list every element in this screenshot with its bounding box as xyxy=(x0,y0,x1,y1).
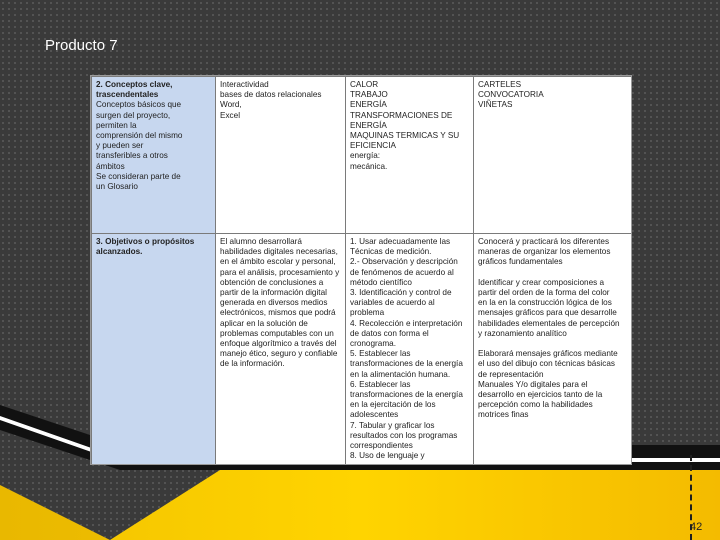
row2-col2-line: partir de la información digital xyxy=(220,288,327,298)
row2-col2-line: El alumno desarrollará xyxy=(220,237,302,246)
row1-body-line: y pueden ser xyxy=(96,141,144,151)
row2-col4-line: gráficos fundamentales xyxy=(478,257,563,267)
row1-concepts-cell xyxy=(92,77,216,234)
row2-col4-line: desarrollo en ejercicios tanto de la xyxy=(478,390,603,400)
row2-col2-line: habilidades digitales necesarias, xyxy=(220,247,338,257)
row1-body-line: Conceptos básicos que xyxy=(96,100,182,110)
row2-col2-line: en el ámbito escolar y personal, xyxy=(220,257,336,267)
row1-col3-line: energía: xyxy=(350,151,381,161)
row2-col3-line: 2.- Observación y descripción xyxy=(350,257,458,267)
row2-col3-line: 6. Establecer las xyxy=(350,379,411,389)
row1-col4-line: CARTELES xyxy=(478,80,522,89)
row2-col4-line: partir del orden de la forma del color xyxy=(478,288,610,298)
row2-col3-line: transformaciones de la energía xyxy=(350,359,463,369)
row2-col3-line: de datos con forma el xyxy=(350,328,429,338)
row2-col3-line: cronograma. xyxy=(350,339,396,349)
row2-col3-line: método científico xyxy=(350,277,412,287)
row2-col2-line: obtención de conclusiones a xyxy=(220,277,324,287)
row2-col4-line xyxy=(478,268,627,278)
row1-col2-line: Interactividad xyxy=(220,80,269,89)
row2-col2-line: enfoque algorítmico a través del xyxy=(220,339,337,349)
row2-heading-line: 3. Objetivos o propósitos xyxy=(96,237,195,246)
row1-col3-line: ENERGÍA xyxy=(350,120,387,130)
row2-col3-line: de fenómenos de acuerdo al xyxy=(350,267,454,277)
row2-col3-line: 3. Identificación y control de xyxy=(350,288,452,298)
row1-col3-cell xyxy=(346,77,474,234)
row2-col4-cell xyxy=(474,234,632,465)
row2-col4-line xyxy=(478,339,627,349)
row1-body-line: comprensión del mismo xyxy=(96,131,183,141)
row2-col2-line: generada en diversos medios xyxy=(220,298,328,308)
row2-col2-line: electrónicos, mismos que podrá xyxy=(220,308,336,318)
row2-col3-line: 8. Uso de lenguaje y xyxy=(350,451,425,461)
row2-col3-line: adolescentes xyxy=(350,410,399,420)
row1-col3-line: TRABAJO xyxy=(350,90,388,100)
row1-col4-line: CONVOCATORIA xyxy=(478,90,544,100)
row1-col3-line: MAQUINAS TERMICAS Y SU xyxy=(350,131,460,141)
row2-col4-line: motrices finas xyxy=(478,410,529,420)
row1-col3-line: TRANSFORMACIONES DE xyxy=(350,110,453,120)
row1-col4-cell xyxy=(474,77,632,234)
row2-col3-line: resultados con los programas xyxy=(350,430,458,440)
table-row xyxy=(92,234,632,465)
row2-col4-line: de representación xyxy=(478,369,544,379)
row1-col4-line: VIÑETAS xyxy=(478,100,513,110)
row2-col3-line: Técnicas de medición. xyxy=(350,247,432,257)
row2-col2-line: problemas computables con un xyxy=(220,328,334,338)
row2-col3-line: transformaciones de la energía xyxy=(350,390,463,400)
row1-col2-line: Excel xyxy=(220,110,241,120)
row2-col3-line: correspondientes xyxy=(350,441,413,451)
row2-col4-line: Manuales Y/o digitales para el xyxy=(478,379,588,389)
curriculum-table xyxy=(91,76,632,465)
page-number: 42 xyxy=(690,521,703,533)
row2-objectives-cell xyxy=(92,234,216,465)
table-row xyxy=(92,77,632,234)
row2-col2-line: manejo ético, seguro y confiable xyxy=(220,349,338,359)
row1-heading-line: trascendentales xyxy=(96,90,159,100)
row1-col3-line: ENERGÍA xyxy=(350,100,387,110)
row1-col2-line: bases de datos relacionales xyxy=(220,90,322,100)
row2-heading-line: alcanzados. xyxy=(96,247,143,257)
row2-col2-cell xyxy=(216,234,346,465)
row1-body-line: surgen del proyecto, xyxy=(96,110,171,120)
row2-col3-line: 1. Usar adecuadamente las xyxy=(350,237,451,246)
row1-col3-line: EFICIENCIA xyxy=(350,141,396,151)
row2-col3-line: 4. Recolección e interpretación xyxy=(350,318,463,328)
row2-col2-line: para el análisis, procesamiento y xyxy=(220,267,340,277)
slide-title: Producto 7 xyxy=(45,37,118,54)
row1-col2-line: Word, xyxy=(220,100,242,110)
row2-col2-line: aplicar en la solución de xyxy=(220,318,308,328)
row2-col3-line: variables de acuerdo al xyxy=(350,298,435,308)
row1-body-line: Se consideran parte de xyxy=(96,171,181,181)
row2-col4-line: Identificar y crear composiciones a xyxy=(478,277,605,287)
row1-col3-line: CALOR xyxy=(350,80,379,89)
row2-col4-line: el uso del dibujo con técnicas básicas xyxy=(478,359,615,369)
row2-col3-line: problema xyxy=(350,308,385,318)
row2-col4-line: Elaborará mensajes gráficos mediante xyxy=(478,349,618,359)
row2-col4-line: percepción como la habilidades xyxy=(478,400,593,410)
row2-col2-line: de la información. xyxy=(220,359,285,369)
curriculum-table-image xyxy=(90,75,632,465)
row1-col3-line: mecánica. xyxy=(350,161,388,171)
row1-body-line: permiten la xyxy=(96,120,137,130)
row2-col4-line: maneras de organizar los elementos xyxy=(478,247,611,257)
row1-body-line: transferibles a otros xyxy=(96,151,168,161)
row2-col4-line: en la en la construcción lógica de los xyxy=(478,298,612,308)
row2-col3-line: en la ejercitación de los xyxy=(350,400,436,410)
row1-body-line: un Glosario xyxy=(96,182,138,192)
row2-col4-line: Conocerá y practicará los diferentes xyxy=(478,237,610,246)
row2-col4-line: habilidades elementales de percepción xyxy=(478,318,620,328)
row2-col4-line: mensajes gráficos para que desarrolle xyxy=(478,308,617,318)
row2-col3-line: en la alimentación humana. xyxy=(350,369,451,379)
row2-col3-line: 7. Tabular y graficar los xyxy=(350,420,435,430)
row2-col3-cell xyxy=(346,234,474,465)
row1-heading-line: 2. Conceptos clave, xyxy=(96,80,173,89)
row2-col4-line: y razonamiento analítico xyxy=(478,328,567,338)
row1-col2-cell xyxy=(216,77,346,234)
row1-body-line: ámbitos xyxy=(96,161,125,171)
row2-col3-line: 5. Establecer las xyxy=(350,349,411,359)
